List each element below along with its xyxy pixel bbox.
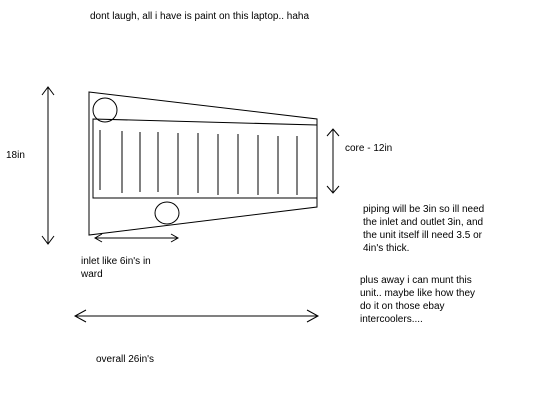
- inlet-label-line-2: ward: [81, 269, 103, 280]
- overall-label: overall 26in's: [96, 354, 155, 365]
- height-dimension-arrow: [42, 87, 54, 244]
- core-fins: [100, 130, 297, 195]
- inlet-label: [81, 255, 151, 281]
- core-label: core - 12in: [345, 143, 393, 154]
- mounting-note-line-2: unit.. maybe like how they: [360, 288, 476, 299]
- inlet-port: [155, 202, 179, 224]
- piping-note-line-1: piping will be 3in so ill need: [363, 204, 485, 215]
- core-dimension-arrow: [327, 129, 339, 193]
- intercooler-core: [93, 119, 317, 198]
- outlet-port: [93, 98, 117, 122]
- mounting-note-line-1: plus away i can munt this: [360, 275, 472, 286]
- piping-note: [363, 203, 484, 255]
- mounting-note-line-3: do it on those ebay: [360, 301, 445, 312]
- piping-note-line-4: 4in's thick.: [363, 243, 410, 254]
- piping-note-line-3: the unit itself ill need 3.5 or: [363, 230, 482, 241]
- height-label: 18in: [6, 150, 25, 161]
- piping-note-line-2: the inlet and outlet 3in, and: [363, 217, 484, 228]
- intercooler-body: [89, 92, 317, 235]
- mounting-note: [360, 274, 475, 326]
- overall-dimension-arrow: [75, 310, 318, 322]
- header-note: dont laugh, all i have is paint on this laptop.. haha: [90, 11, 310, 22]
- inlet-label-line-1: inlet like 6in's in: [81, 256, 151, 267]
- inlet-dimension-arrow: [95, 234, 178, 242]
- mounting-note-line-4: intercoolers....: [360, 314, 423, 325]
